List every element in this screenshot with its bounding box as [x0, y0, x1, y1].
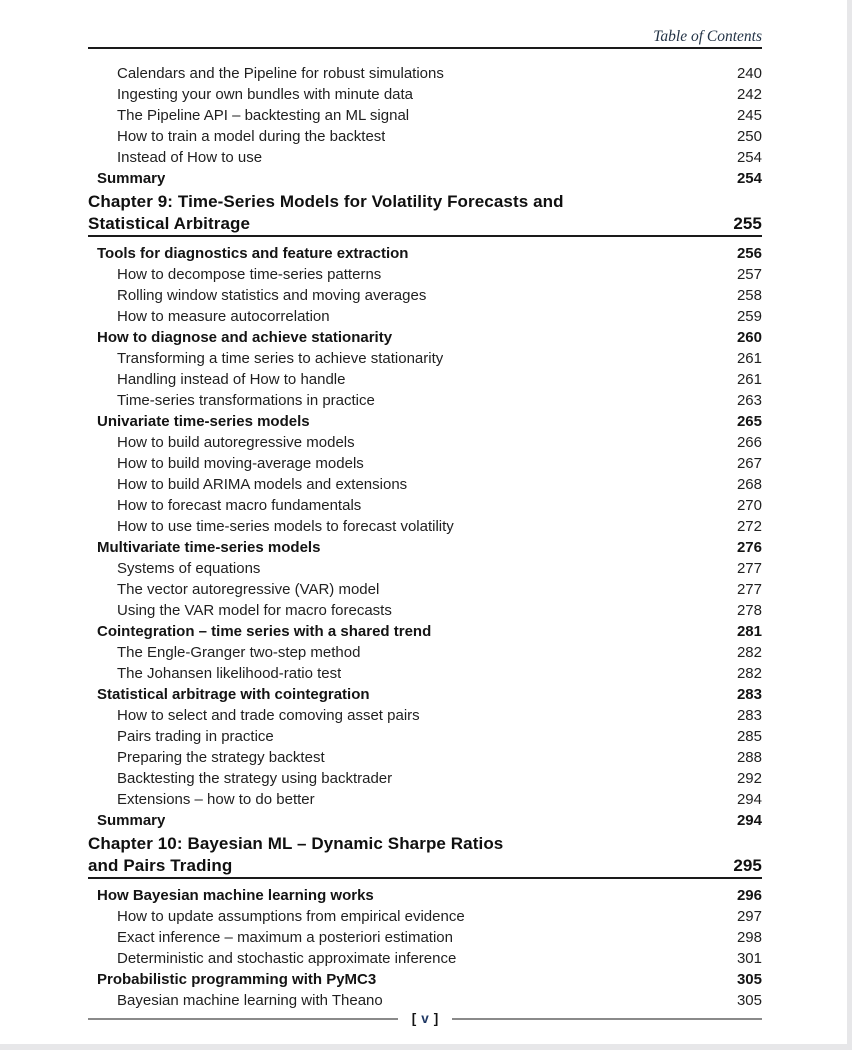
toc-entry — [88, 369, 762, 390]
running-header: Table of Contents — [653, 28, 762, 45]
toc-entry-label: Instead of How to use — [117, 148, 263, 166]
toc-entry — [88, 432, 762, 453]
toc-entry-page: 294 — [736, 790, 762, 808]
toc-entry — [88, 948, 762, 969]
toc-entry — [88, 684, 762, 705]
toc-entry — [88, 663, 762, 684]
toc-entry-page: 260 — [736, 328, 762, 346]
toc-entry — [88, 243, 762, 264]
toc-entry — [88, 579, 762, 600]
toc-entry-label: Summary — [97, 169, 166, 187]
toc-entry-label: How to diagnose and achieve stationarity — [97, 328, 393, 346]
toc-entry — [88, 411, 762, 432]
toc-entry — [88, 474, 762, 495]
toc-entry-label: How to select and trade comoving asset pairs — [117, 706, 420, 724]
toc-list — [88, 63, 762, 1011]
toc-entry — [88, 126, 762, 147]
toc-entry-label: Extensions – how to do better — [117, 790, 315, 808]
toc-chapter-title-line2: and Pairs Trading — [88, 855, 233, 875]
toc-entry-page: 277 — [736, 580, 762, 598]
toc-entry-label: Probabilistic programming with PyMC3 — [97, 970, 377, 988]
footer-page-label: v — [421, 1010, 429, 1026]
toc-entry-label: Exact inference – maximum a posteriori estimation — [117, 928, 453, 946]
toc-entry — [88, 390, 762, 411]
toc-entry-page: 242 — [736, 85, 762, 103]
footer-rule-right — [452, 1018, 762, 1020]
toc-chapter-title-line1: Chapter 9: Time-Series Models for Volatility Forecasts and — [88, 191, 564, 211]
toc-entry-label: The Engle-Granger two-step method — [117, 643, 361, 661]
toc-entry — [88, 453, 762, 474]
toc-entry — [88, 516, 762, 537]
toc-entry-page: 285 — [736, 727, 762, 745]
toc-entry-page: 245 — [736, 106, 762, 124]
toc-entry — [88, 63, 762, 84]
toc-entry-page: 305 — [736, 970, 762, 988]
toc-entry-label: How to train a model during the backtest — [117, 127, 386, 145]
toc-entry-label: Cointegration – time series with a shared trend — [97, 622, 432, 640]
toc-entry — [88, 285, 762, 306]
toc-entry-label: Systems of equations — [117, 559, 261, 577]
toc-entry-page: 277 — [736, 559, 762, 577]
toc-entry-label: How to use time-series models to forecast volatility — [117, 517, 454, 535]
toc-entry-page: 261 — [736, 370, 762, 388]
toc-chapter-title-line2-row — [88, 855, 762, 879]
toc-entry-page: 259 — [736, 307, 762, 325]
toc-entry-page: 254 — [736, 148, 762, 166]
toc-entry-page: 265 — [736, 412, 762, 430]
toc-entry-page: 296 — [736, 886, 762, 904]
toc-entry-label: Deterministic and stochastic approximate inference — [117, 949, 457, 967]
toc-entry-page: 298 — [736, 928, 762, 946]
toc-entry — [88, 768, 762, 789]
toc-chapter-title-line2-row — [88, 213, 762, 237]
toc-entry-label: Multivariate time-series models — [97, 538, 321, 556]
toc-entry-page: 258 — [736, 286, 762, 304]
toc-entry-page: 272 — [736, 517, 762, 535]
toc-entry-page: 256 — [736, 244, 762, 262]
toc-entry-page: 270 — [736, 496, 762, 514]
viewer-edge-right — [847, 0, 852, 1050]
toc-entry-label: Transforming a time series to achieve stationarity — [117, 349, 444, 367]
toc-entry-page: 276 — [736, 538, 762, 556]
toc-entry-label: Bayesian machine learning with Theano — [117, 991, 383, 1009]
toc-entry — [88, 264, 762, 285]
toc-entry-label: Univariate time-series models — [97, 412, 310, 430]
toc-entry — [88, 705, 762, 726]
toc-entry-label: The Johansen likelihood-ratio test — [117, 664, 342, 682]
toc-entry — [88, 747, 762, 768]
toc-chapter-title-line1: Chapter 10: Bayesian ML – Dynamic Sharpe Ratios — [88, 833, 504, 853]
toc-entry — [88, 642, 762, 663]
toc-entry — [88, 600, 762, 621]
toc-entry-page: 282 — [736, 643, 762, 661]
toc-entry-page: 305 — [736, 991, 762, 1009]
toc-entry-page: 240 — [736, 64, 762, 82]
toc-entry — [88, 969, 762, 990]
toc-entry-label: The Pipeline API – backtesting an ML signal — [117, 106, 410, 124]
toc-entry — [88, 348, 762, 369]
toc-entry-label: Summary — [97, 811, 166, 829]
toc-entry-label: Rolling window statistics and moving averages — [117, 286, 427, 304]
toc-entry-label: Tools for diagnostics and feature extraction — [97, 244, 409, 262]
toc-entry — [88, 84, 762, 105]
toc-chapter — [88, 191, 762, 237]
toc-entry-label: How to forecast macro fundamentals — [117, 496, 362, 514]
toc-entry-page: 263 — [736, 391, 762, 409]
toc-entry — [88, 558, 762, 579]
viewer-edge-bottom — [0, 1044, 852, 1050]
footer-page-number — [398, 1011, 453, 1027]
footer-rule-left — [88, 1018, 398, 1020]
toc-entry-page: 283 — [736, 706, 762, 724]
toc-entry-page: 254 — [736, 169, 762, 187]
toc-entry — [88, 168, 762, 189]
toc-entry-label: How to build autoregressive models — [117, 433, 355, 451]
toc-entry — [88, 621, 762, 642]
toc-entry-page: 283 — [736, 685, 762, 703]
toc-entry-page: 288 — [736, 748, 762, 766]
toc-entry — [88, 537, 762, 558]
toc-entry — [88, 906, 762, 927]
toc-entry-label: How to measure autocorrelation — [117, 307, 330, 325]
toc-entry-label: Backtesting the strategy using backtrader — [117, 769, 393, 787]
toc-entry-label: How to build ARIMA models and extensions — [117, 475, 408, 493]
toc-entry-page: 281 — [736, 622, 762, 640]
toc-entry — [88, 927, 762, 948]
toc-entry — [88, 726, 762, 747]
header-rule — [88, 47, 762, 49]
toc-entry — [88, 990, 762, 1011]
toc-entry-label: Handling instead of How to handle — [117, 370, 346, 388]
toc-entry-label: How to decompose time-series patterns — [117, 265, 382, 283]
footer-bracket-left: [ — [411, 1010, 417, 1026]
toc-entry-label: Pairs trading in practice — [117, 727, 274, 745]
toc-entry-label: Ingesting your own bundles with minute data — [117, 85, 414, 103]
toc-entry-label: How Bayesian machine learning works — [97, 886, 374, 904]
toc-entry — [88, 105, 762, 126]
footer-bracket-right: ] — [433, 1010, 439, 1026]
toc-entry-page: 301 — [736, 949, 762, 967]
toc-entry — [88, 885, 762, 906]
toc-entry-page: 257 — [736, 265, 762, 283]
toc-entry-label: How to update assumptions from empirical evidence — [117, 907, 465, 925]
toc-chapter-title-line2: Statistical Arbitrage — [88, 213, 251, 233]
toc-entry-page: 297 — [736, 907, 762, 925]
toc-chapter-page: 295 — [733, 855, 762, 875]
toc-entry-label: The vector autoregressive (VAR) model — [117, 580, 380, 598]
toc-entry-label: Statistical arbitrage with cointegration — [97, 685, 370, 703]
toc-entry-label: Calendars and the Pipeline for robust simulations — [117, 64, 444, 82]
toc-chapter-page: 255 — [733, 213, 762, 233]
toc-chapter — [88, 833, 762, 879]
page-footer — [88, 1011, 762, 1027]
toc-entry — [88, 306, 762, 327]
toc-entry-page: 292 — [736, 769, 762, 787]
toc-entry — [88, 789, 762, 810]
toc-entry-label: Using the VAR model for macro forecasts — [117, 601, 392, 619]
toc-entry-label: Preparing the strategy backtest — [117, 748, 325, 766]
toc-entry-page: 261 — [736, 349, 762, 367]
toc-entry-page: 268 — [736, 475, 762, 493]
toc-entry — [88, 495, 762, 516]
toc-entry — [88, 327, 762, 348]
toc-entry-page: 267 — [736, 454, 762, 472]
toc-entry-label: Time-series transformations in practice — [117, 391, 375, 409]
toc-entry-page: 250 — [736, 127, 762, 145]
toc-entry — [88, 147, 762, 168]
toc-entry-page: 266 — [736, 433, 762, 451]
toc-entry-page: 282 — [736, 664, 762, 682]
toc-entry — [88, 810, 762, 831]
toc-entry-page: 278 — [736, 601, 762, 619]
toc-entry-page: 294 — [736, 811, 762, 829]
toc-entry-label: How to build moving-average models — [117, 454, 364, 472]
